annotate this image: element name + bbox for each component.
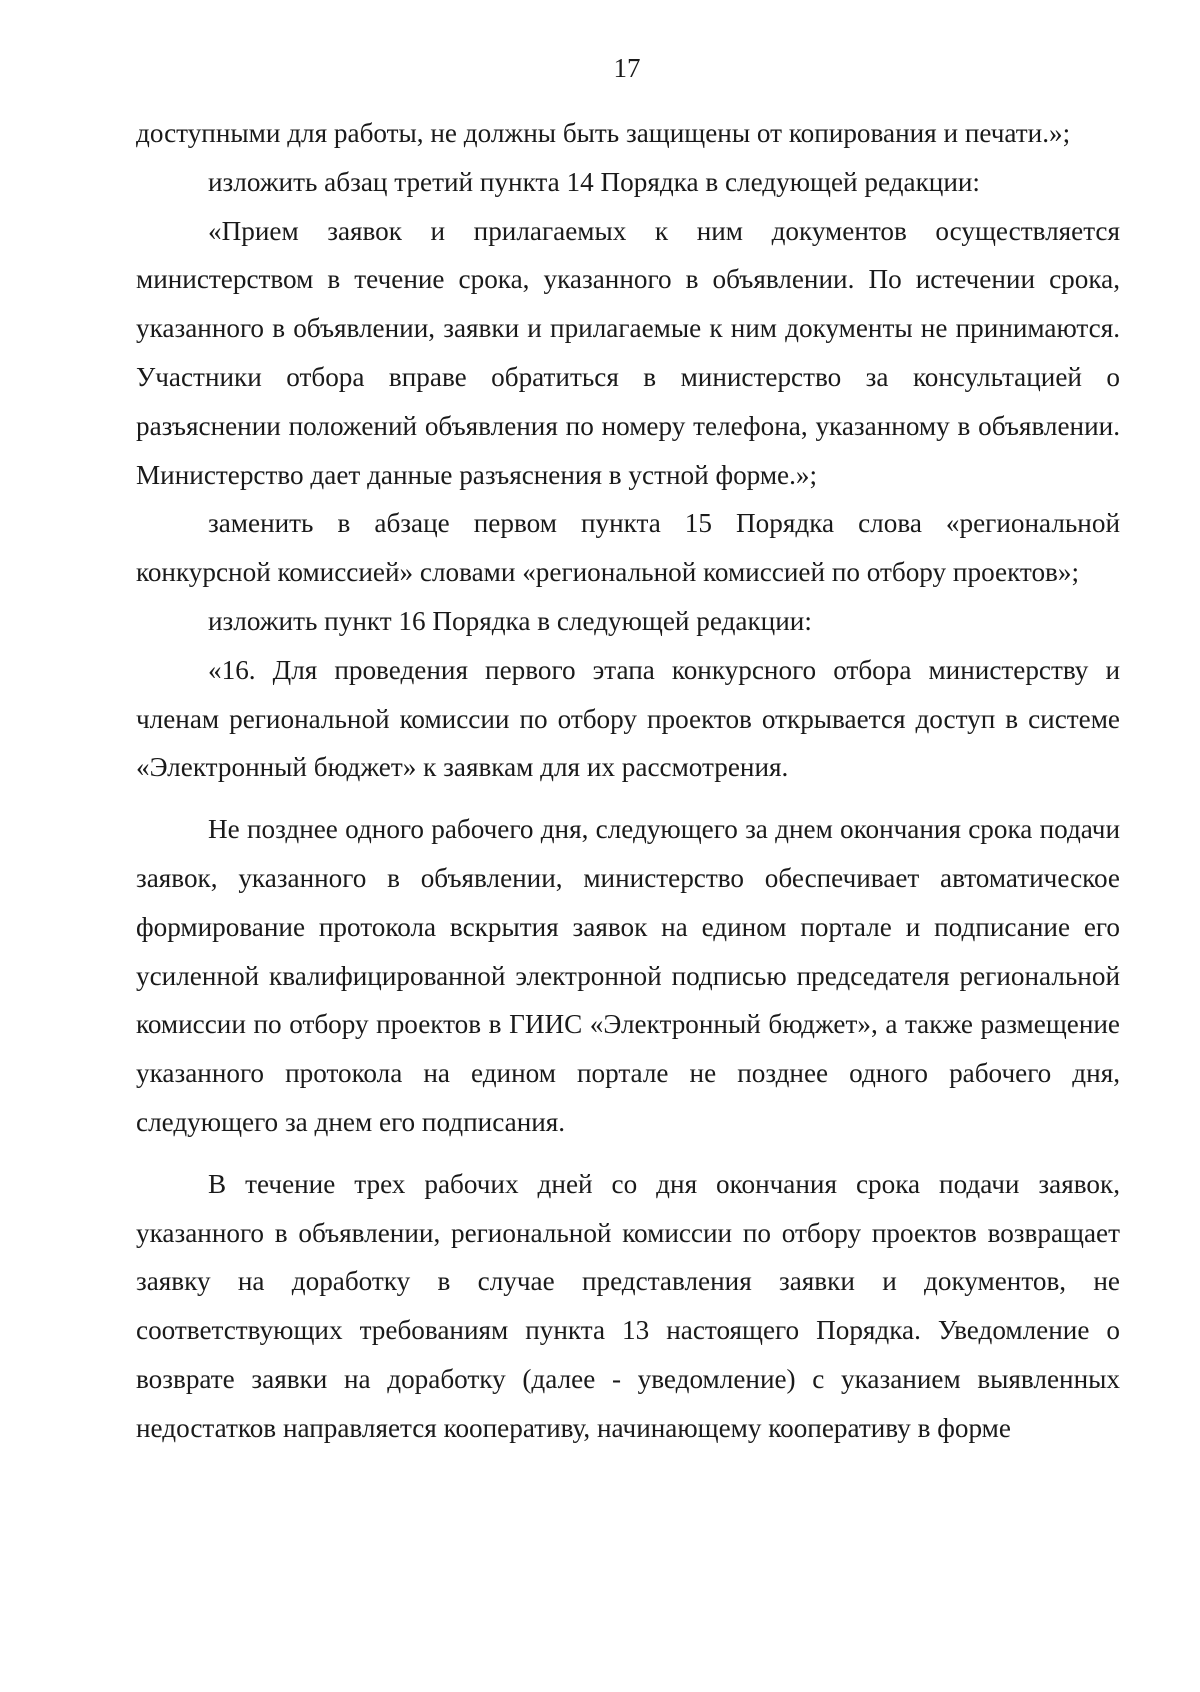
paragraph-point-16: «16. Для проведения первого этапа конкурсного отбора министерству и членам региональной комиссии по отбору проектов открывается доступ в системе «Электронный бюджет» к заявкам для их рассмотрения.	[136, 654, 1120, 783]
paragraph-spacer	[136, 792, 1120, 805]
page-number: 17	[613, 53, 641, 83]
paragraph-quote-applications: «Прием заявок и прилагаемых к ним документов осуществляется министерством в течение срока, указанного в объявлении. По истечении срока, указанного в объявлении, заявки и прилагаемые к ним документы не принимаются. Участники отбора вправе обратиться в министерство за консультацией о разъяснении положений объявления по номеру телефона, указанному в объявлении. Министерство дает данные разъяснения в устной форме.»;	[136, 215, 1120, 490]
paragraph-return-application: В течение трех рабочих дней со дня окончания срока подачи заявок, указанного в объявлении, региональной комиссии по отбору проектов возвращает заявку на доработку в случае представления заявки и документов, не соответствующих требованиям пункта 13 настоящего Порядка. Уведомление о возврате заявки на доработку (далее - уведомление) с указанием выявленных недостатков направляется кооперативу, начинающему кооперативу в форме	[136, 1168, 1120, 1443]
paragraph-continuation: доступными для работы, не должны быть защищены от копирования и печати.»;	[136, 118, 1071, 148]
paragraph-instruction-16: изложить пункт 16 Порядка в следующей редакции:	[208, 605, 812, 636]
paragraph-protocol: Не позднее одного рабочего дня, следующего за днем окончания срока подачи заявок, указанного в объявлении, министерство обеспечивает автоматическое формирование протокола вскрытия заявок на едином портале и подписание его усиленной квалифицированной электронной подписью председателя региональной комиссии по отбору проектов в ГИИС «Электронный бюджет», а также размещение указанного протокола на едином портале не позднее одного рабочего дня, следующего за днем его подписания.	[136, 814, 1120, 1137]
paragraph-spacer	[136, 1147, 1120, 1160]
document-body	[136, 109, 1120, 1453]
paragraph-instruction-14: изложить абзац третий пункта 14 Порядка в следующей редакции:	[208, 166, 980, 197]
paragraph-instruction-15: заменить в абзаце первом пункта 15 Порядка слова «региональной конкурсной комиссией» словами «региональной комиссией по отбору проектов»;	[136, 508, 1120, 588]
